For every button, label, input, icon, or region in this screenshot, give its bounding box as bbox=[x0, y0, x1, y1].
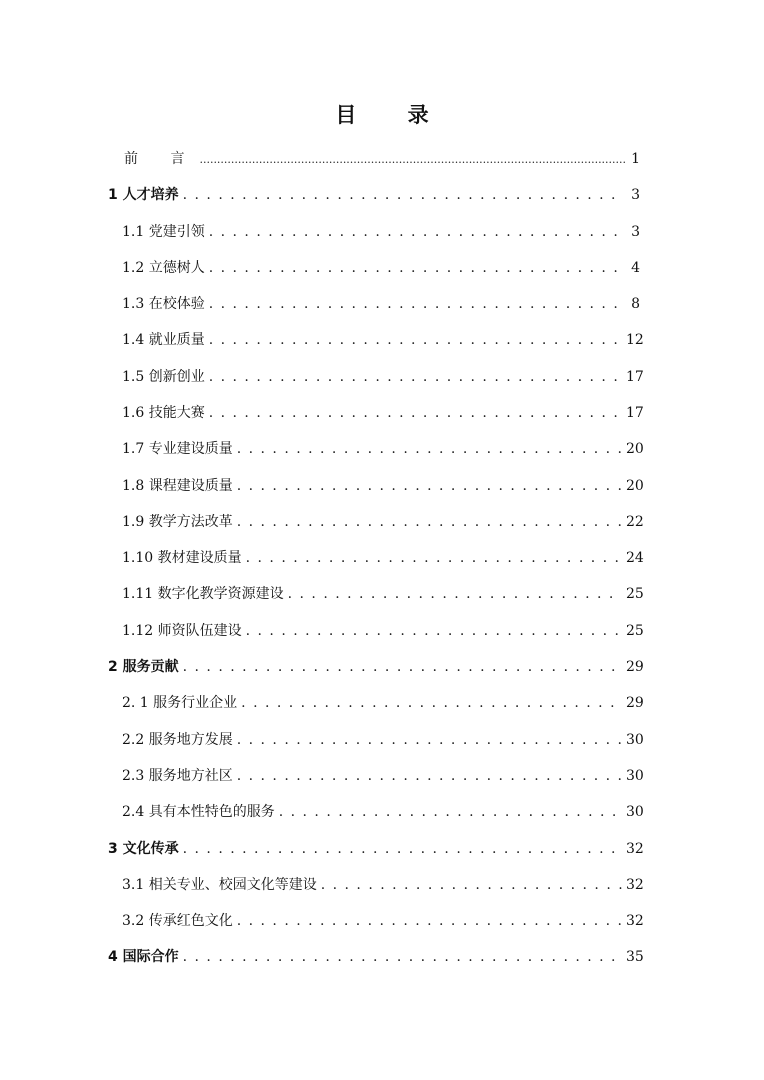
toc-entry-label: 1.1 党建引领 bbox=[122, 224, 205, 240]
dot-leader bbox=[209, 293, 622, 315]
toc-entry-label: 1.4 就业质量 bbox=[122, 332, 205, 348]
toc-entry-label: 1.6 技能大赛 bbox=[122, 405, 205, 421]
toc-entry-label: 1 人才培养 bbox=[108, 187, 179, 203]
toc-entry-label: 2.3 服务地方社区 bbox=[122, 768, 233, 784]
toc-entry-chapter bbox=[108, 656, 644, 678]
toc-entry-label: 2.4 具有本性特色的服务 bbox=[122, 804, 275, 820]
toc-entry-section bbox=[122, 547, 644, 569]
toc-entry-page: 17 bbox=[626, 405, 644, 421]
toc-entry-page: 30 bbox=[626, 804, 644, 820]
toc-entry-label: 1.8 课程建设质量 bbox=[122, 478, 233, 494]
toc-entry-page: 25 bbox=[626, 586, 644, 602]
dot-leader bbox=[237, 910, 622, 932]
dot-leader bbox=[237, 438, 622, 460]
dot-leader bbox=[237, 511, 622, 533]
toc-entry-label: 1.3 在校体验 bbox=[122, 296, 205, 312]
toc-entry-label: 3 文化传承 bbox=[108, 841, 179, 857]
toc-entry-section bbox=[122, 692, 644, 714]
dot-leader bbox=[209, 402, 622, 424]
toc-entry-page: 25 bbox=[626, 623, 644, 639]
toc-entry-section bbox=[122, 511, 644, 533]
toc-entry-page: 1 bbox=[631, 151, 640, 167]
toc-entry-section bbox=[122, 765, 644, 787]
toc-entry-page: 4 bbox=[631, 260, 640, 276]
toc-entry-page: 8 bbox=[631, 296, 640, 312]
toc-entry-section bbox=[122, 801, 644, 823]
dot-leader bbox=[237, 765, 622, 787]
toc-entry-page: 17 bbox=[626, 369, 644, 385]
toc-entry-section bbox=[122, 620, 644, 642]
toc-entry-page: 32 bbox=[626, 913, 644, 929]
toc-entry-section bbox=[122, 402, 644, 424]
toc-entry-label: 前 言 bbox=[124, 151, 199, 167]
toc-entry-page: 3 bbox=[631, 187, 640, 203]
dot-leader bbox=[209, 257, 622, 279]
toc-entry-page: 32 bbox=[626, 877, 644, 893]
toc-entry-page: 24 bbox=[626, 550, 644, 566]
toc-entry-section bbox=[122, 293, 640, 315]
toc-entry-page: 30 bbox=[626, 732, 644, 748]
dot-leader bbox=[237, 475, 622, 497]
toc-entry-label: 4 国际合作 bbox=[108, 949, 179, 965]
toc-entry-section bbox=[122, 257, 640, 279]
toc-entry-label: 1.7 专业建设质量 bbox=[122, 441, 233, 457]
toc-entry-label: 1.10 教材建设质量 bbox=[122, 550, 242, 566]
toc-entry-label: 1.5 创新创业 bbox=[122, 369, 205, 385]
dot-leader bbox=[246, 547, 622, 569]
dot-leader bbox=[288, 583, 622, 605]
toc-entry-section bbox=[122, 874, 644, 896]
dot-leader bbox=[183, 656, 622, 678]
toc-entry-label: 3.2 传承红色文化 bbox=[122, 913, 233, 929]
toc-entry-section bbox=[122, 329, 644, 351]
dot-leader bbox=[241, 692, 622, 714]
toc-entry-preface bbox=[124, 148, 640, 170]
toc-entry-page: 20 bbox=[626, 478, 644, 494]
toc-title: 目 录 bbox=[335, 103, 451, 127]
toc-entry-label: 1.11 数字化教学资源建设 bbox=[122, 586, 284, 602]
toc-entry-section bbox=[122, 475, 644, 497]
dot-leader bbox=[209, 366, 622, 388]
toc-entry-label: 1.9 教学方法改革 bbox=[122, 514, 233, 530]
dot-leader bbox=[209, 221, 622, 243]
toc-entry-chapter bbox=[108, 184, 640, 206]
dot-leader bbox=[199, 148, 625, 171]
toc-entry-page: 3 bbox=[631, 224, 640, 240]
toc-entry-label: 2.2 服务地方发展 bbox=[122, 732, 233, 748]
toc-entry-label: 1.12 师资队伍建设 bbox=[122, 623, 242, 639]
dot-leader bbox=[183, 184, 622, 206]
dot-leader bbox=[321, 874, 622, 896]
toc-entry-page: 22 bbox=[626, 514, 644, 530]
toc-entry-label: 1.2 立德树人 bbox=[122, 260, 205, 276]
toc-entry-page: 32 bbox=[626, 841, 644, 857]
toc-entry-section bbox=[122, 221, 640, 243]
dot-leader bbox=[279, 801, 622, 823]
dot-leader bbox=[209, 329, 622, 351]
dot-leader bbox=[246, 620, 622, 642]
toc-entry-label: 3.1 相关专业、校园文化等建设 bbox=[122, 877, 317, 893]
dot-leader bbox=[237, 729, 622, 751]
toc-entry-page: 35 bbox=[626, 949, 644, 965]
toc-entry-section bbox=[122, 729, 644, 751]
toc-entry-page: 29 bbox=[626, 659, 644, 675]
toc-entry-section bbox=[122, 366, 644, 388]
dot-leader bbox=[183, 946, 622, 968]
toc-entry-section bbox=[122, 583, 644, 605]
dot-leader bbox=[183, 838, 622, 860]
toc-entry-page: 29 bbox=[626, 695, 644, 711]
toc-entry-page: 30 bbox=[626, 768, 644, 784]
toc-entry-label: 2 服务贡献 bbox=[108, 659, 179, 675]
toc-entry-page: 20 bbox=[626, 441, 644, 457]
toc-entry-section bbox=[122, 438, 644, 460]
toc-entry-chapter bbox=[108, 838, 644, 860]
toc-entry-page: 12 bbox=[626, 332, 644, 348]
toc-entry-section bbox=[122, 910, 644, 932]
toc-entry-label: 2. 1 服务行业企业 bbox=[122, 695, 238, 711]
toc-entry-chapter bbox=[108, 946, 644, 968]
